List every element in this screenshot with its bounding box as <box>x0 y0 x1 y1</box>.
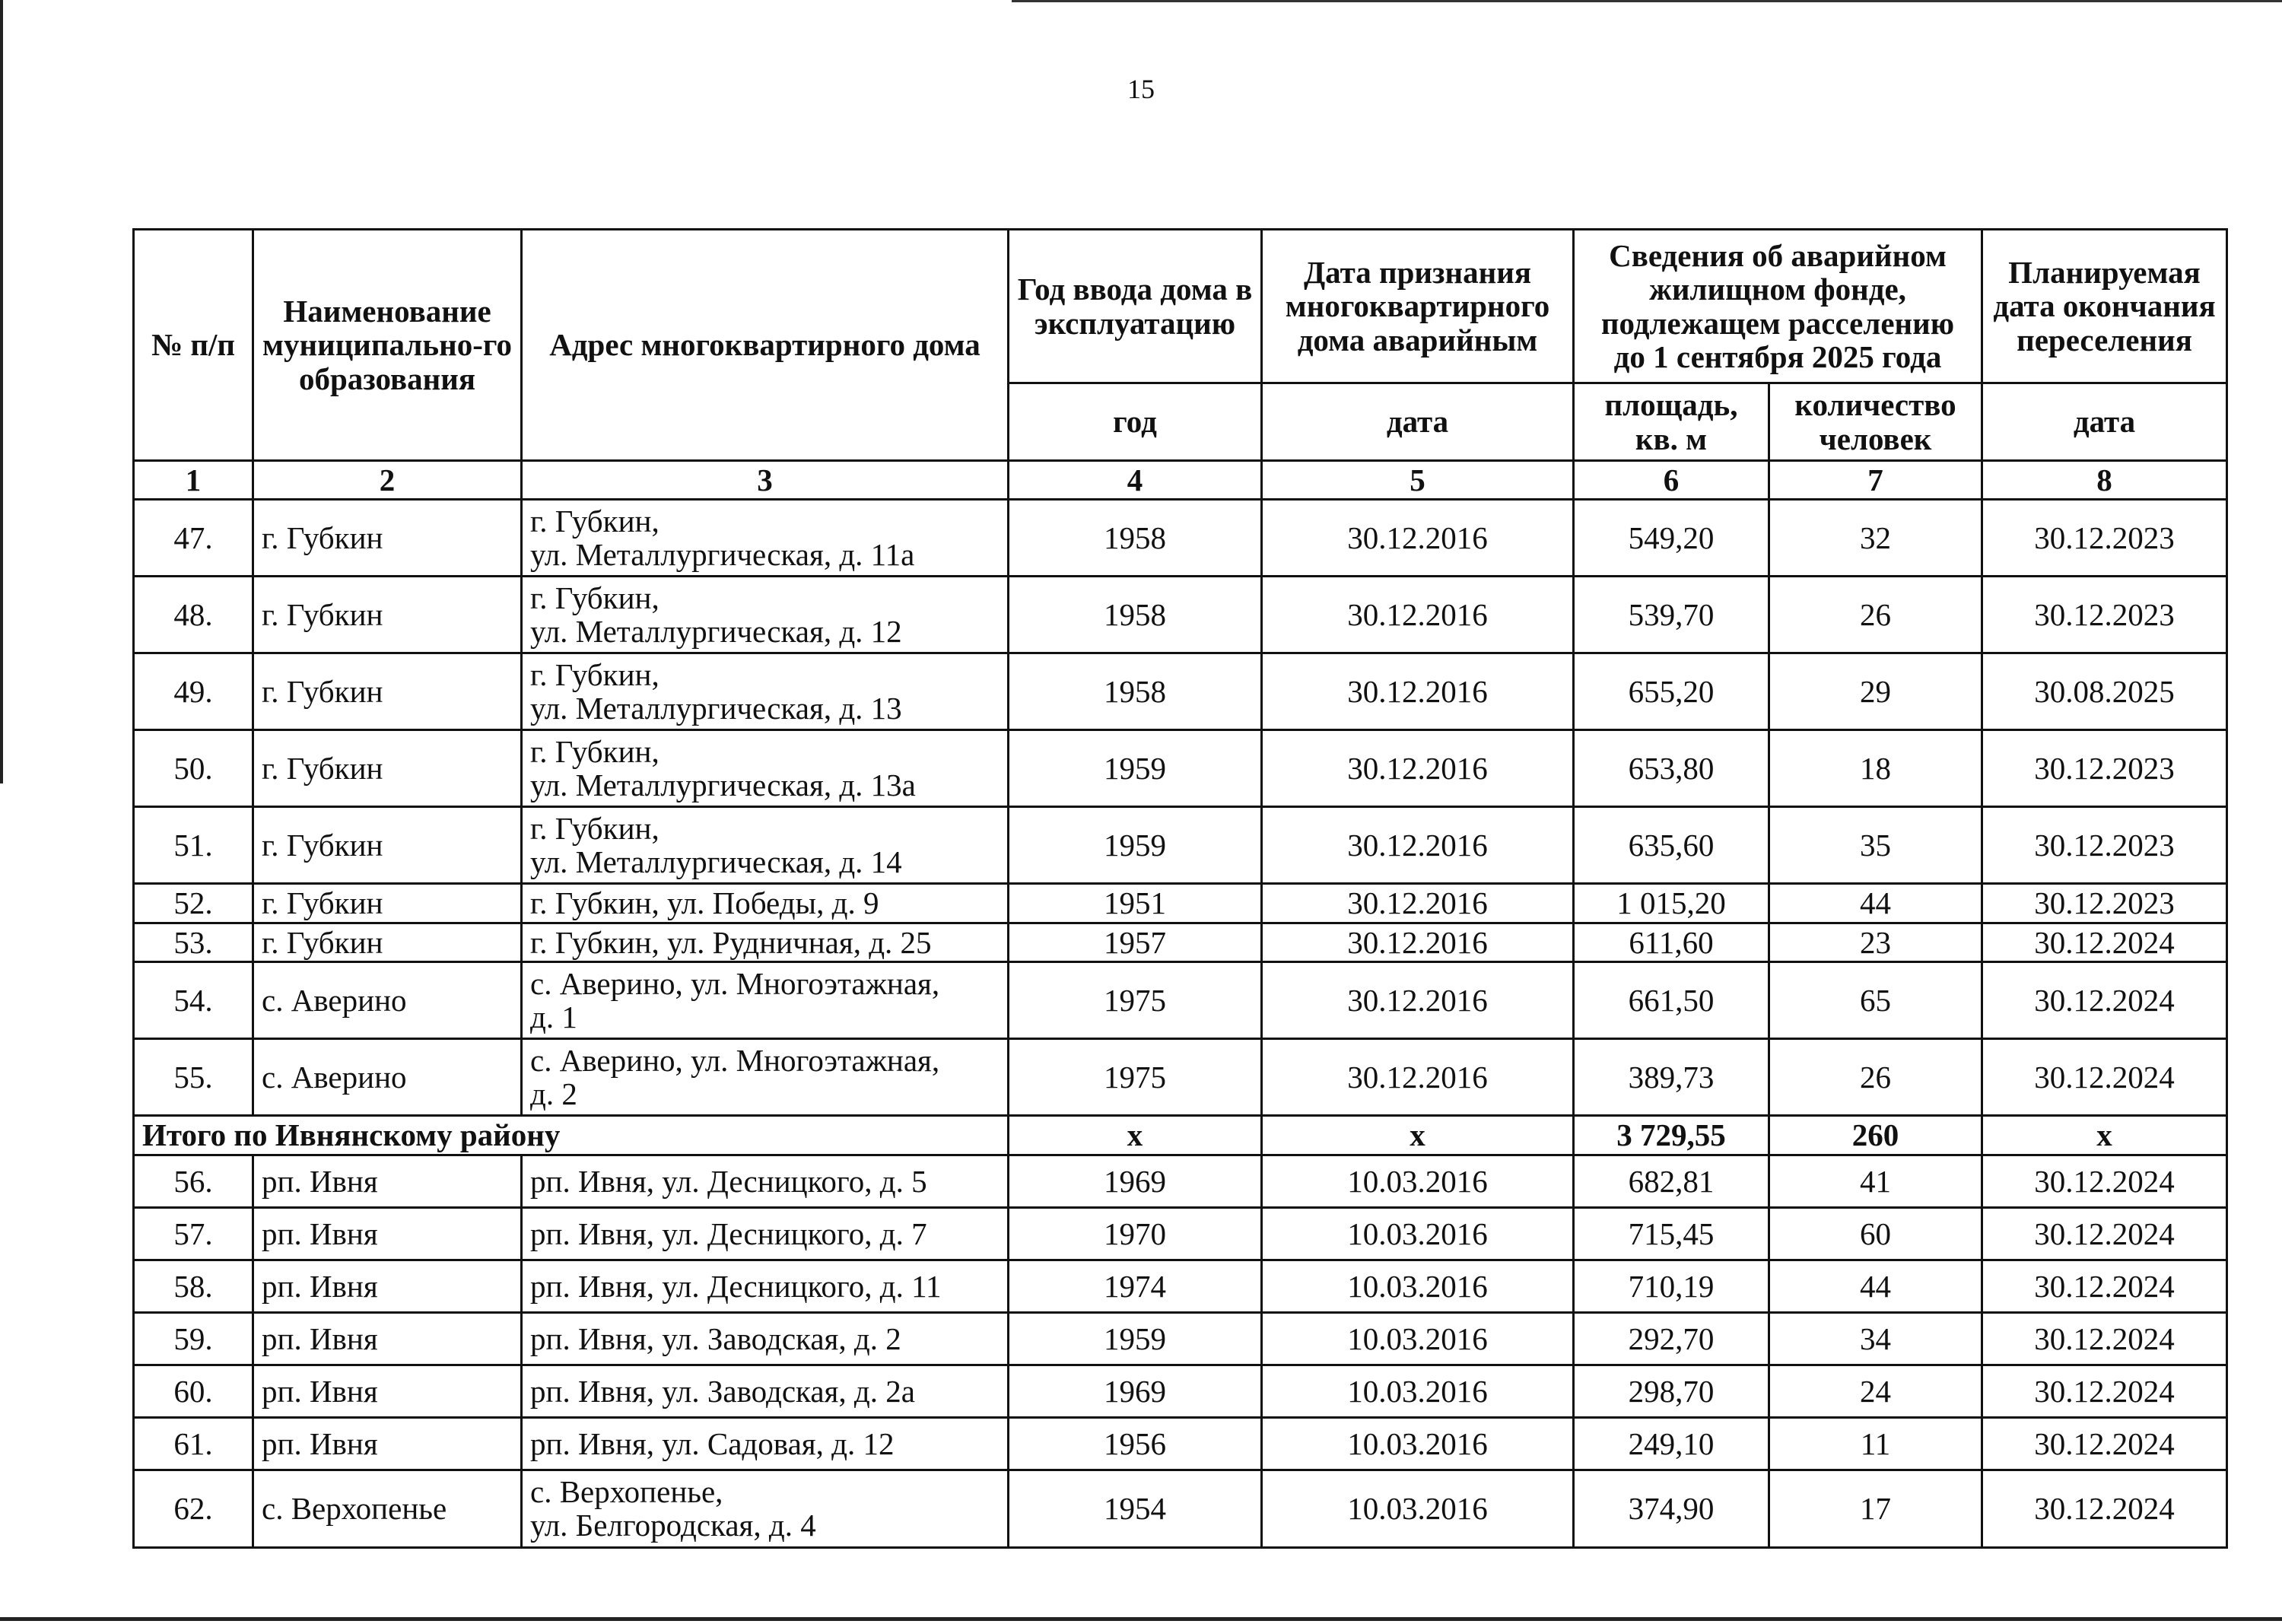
total-row <box>134 1115 2227 1155</box>
cell-planned: 30.12.2023 <box>1982 807 2227 884</box>
header-info-group: Сведения об аварийном жилищном фонде, подлежащем расселению до 1 сентября 2025 года <box>1574 230 1982 383</box>
header-municipality: Наименование муниципально-го образования <box>253 230 522 461</box>
column-number: 3 <box>522 461 1009 500</box>
cell-num: 47. <box>134 500 253 577</box>
cell-date: 30.12.2016 <box>1262 923 1574 961</box>
cell-num: 57. <box>134 1207 253 1260</box>
cell-planned: 30.12.2023 <box>1982 884 2227 923</box>
cell-mun: рп. Ивня <box>253 1207 522 1260</box>
cell-people: 44 <box>1769 1260 1982 1312</box>
cell-date: 30.12.2016 <box>1262 884 1574 923</box>
table-row <box>134 923 2227 961</box>
cell-address <box>522 923 1009 961</box>
subheader-area: площадь, кв. м <box>1574 383 1769 461</box>
column-number: 5 <box>1262 461 1574 500</box>
column-number: 8 <box>1982 461 2227 500</box>
cell-area: 611,60 <box>1574 923 1769 961</box>
table-row <box>134 1155 2227 1207</box>
table-row <box>134 1260 2227 1312</box>
cell-area: 539,70 <box>1574 577 1769 653</box>
cell-date: 10.03.2016 <box>1262 1155 1574 1207</box>
address-line: г. Губкин, <box>530 734 659 769</box>
address-line: ул. Металлургическая, д. 13а <box>530 768 916 803</box>
cell-year: 1969 <box>1009 1365 1262 1417</box>
address-line: ул. Металлургическая, д. 14 <box>530 844 902 880</box>
cell-year: 1951 <box>1009 884 1262 923</box>
cell-mun: рп. Ивня <box>253 1417 522 1470</box>
cell-area: 549,20 <box>1574 500 1769 577</box>
cell-num: 49. <box>134 653 253 730</box>
cell-planned: 30.12.2024 <box>1982 961 2227 1038</box>
table-row <box>134 807 2227 884</box>
cell-num: 61. <box>134 1417 253 1470</box>
column-number: 2 <box>253 461 522 500</box>
cell-year: 1954 <box>1009 1470 1262 1547</box>
cell-date: 30.12.2016 <box>1262 961 1574 1038</box>
address-line: д. 2 <box>530 1076 577 1111</box>
cell-date: 30.12.2016 <box>1262 577 1574 653</box>
table-row <box>134 500 2227 577</box>
cell-area: 710,19 <box>1574 1260 1769 1312</box>
cell-address <box>522 653 1009 730</box>
cell-people: 26 <box>1769 577 1982 653</box>
scan-edge-top <box>1012 0 2282 2</box>
scan-edge-bottom <box>0 1617 2282 1621</box>
cell-people: 23 <box>1769 923 1982 961</box>
cell-date: 10.03.2016 <box>1262 1207 1574 1260</box>
cell-area: 1 015,20 <box>1574 884 1769 923</box>
address-line: ул. Металлургическая, д. 12 <box>530 614 902 650</box>
cell-year: 1969 <box>1009 1155 1262 1207</box>
cell-people: 24 <box>1769 1365 1982 1417</box>
table-row <box>134 653 2227 730</box>
cell-year: 1958 <box>1009 500 1262 577</box>
total-label: Итого по Ивнянскому району <box>134 1115 1009 1155</box>
cell-mun: г. Губкин <box>253 923 522 961</box>
column-number: 6 <box>1574 461 1769 500</box>
cell-mun: с. Верхопенье <box>253 1470 522 1547</box>
cell-planned: 30.12.2024 <box>1982 1470 2227 1547</box>
cell-num: 55. <box>134 1038 253 1115</box>
cell-mun: рп. Ивня <box>253 1260 522 1312</box>
cell-date: 30.12.2016 <box>1262 500 1574 577</box>
cell-area: 715,45 <box>1574 1207 1769 1260</box>
table-row <box>134 730 2227 807</box>
cell-date: 30.12.2016 <box>1262 730 1574 807</box>
cell-mun: г. Губкин <box>253 730 522 807</box>
cell-num: 60. <box>134 1365 253 1417</box>
address-line: ул. Металлургическая, д. 11а <box>530 537 915 573</box>
cell-num: 51. <box>134 807 253 884</box>
page-number: 15 <box>1127 74 1155 104</box>
address-line: рп. Ивня, ул. Заводская, д. 2 <box>530 1320 901 1356</box>
cell-planned: 30.12.2023 <box>1982 500 2227 577</box>
cell-address <box>522 500 1009 577</box>
address-line: ул. Белгородская, д. 4 <box>530 1508 816 1543</box>
cell-planned: 30.12.2023 <box>1982 730 2227 807</box>
cell-address <box>522 577 1009 653</box>
cell-year: 1959 <box>1009 807 1262 884</box>
resettlement-table <box>132 228 2228 1549</box>
cell-address <box>522 1155 1009 1207</box>
address-line: рп. Ивня, ул. Десницкого, д. 7 <box>530 1216 927 1251</box>
cell-year: 1956 <box>1009 1417 1262 1470</box>
cell-area: 655,20 <box>1574 653 1769 730</box>
cell-address <box>522 1417 1009 1470</box>
cell-planned: 30.12.2024 <box>1982 923 2227 961</box>
cell-area: 682,81 <box>1574 1155 1769 1207</box>
cell-address <box>522 961 1009 1038</box>
subheader-people: количество человек <box>1769 383 1982 461</box>
address-line: рп. Ивня, ул. Десницкого, д. 11 <box>530 1268 942 1304</box>
table-row <box>134 884 2227 923</box>
subheader-planned: дата <box>1982 383 2227 461</box>
cell-area: 635,60 <box>1574 807 1769 884</box>
cell-area: 292,70 <box>1574 1312 1769 1365</box>
cell-date: 30.12.2016 <box>1262 1038 1574 1115</box>
cell-mun: рп. Ивня <box>253 1155 522 1207</box>
cell-year: 1957 <box>1009 923 1262 961</box>
table-body <box>134 461 2227 1548</box>
address-line: рп. Ивня, ул. Заводская, д. 2а <box>530 1373 915 1409</box>
cell-planned: 30.12.2024 <box>1982 1365 2227 1417</box>
table-row <box>134 1470 2227 1547</box>
cell-planned: 30.12.2024 <box>1982 1207 2227 1260</box>
cell-planned: 30.12.2024 <box>1982 1155 2227 1207</box>
table-row <box>134 1365 2227 1417</box>
address-line: с. Верхопенье, <box>530 1474 723 1510</box>
subheader-year: год <box>1009 383 1262 461</box>
cell-year: 1975 <box>1009 1038 1262 1115</box>
column-number-row <box>134 461 2227 500</box>
table-row <box>134 1312 2227 1365</box>
cell-people: 11 <box>1769 1417 1982 1470</box>
address-line: ул. Металлургическая, д. 13 <box>530 691 902 726</box>
table-row <box>134 577 2227 653</box>
column-number: 1 <box>134 461 253 500</box>
cell-year: 1959 <box>1009 1312 1262 1365</box>
cell-area: 661,50 <box>1574 961 1769 1038</box>
cell-planned: 30.12.2024 <box>1982 1038 2227 1115</box>
cell-planned: 30.12.2024 <box>1982 1260 2227 1312</box>
cell-num: 53. <box>134 923 253 961</box>
cell-people: 44 <box>1769 884 1982 923</box>
table-row <box>134 1038 2227 1115</box>
cell-num: 54. <box>134 961 253 1038</box>
header-recognition-group: Дата признания многоквартирного дома аварийным <box>1262 230 1574 383</box>
table-row <box>134 961 2227 1038</box>
cell-people: 26 <box>1769 1038 1982 1115</box>
header-row <box>134 230 2227 383</box>
header-year-group: Год ввода дома в эксплуатацию <box>1009 230 1262 383</box>
cell-planned: 30.12.2024 <box>1982 1417 2227 1470</box>
cell-address <box>522 730 1009 807</box>
address-line: г. Губкин, ул. Рудничная, д. 25 <box>530 924 932 960</box>
cell-date: 30.12.2016 <box>1262 653 1574 730</box>
address-line: г. Губкин, <box>530 580 659 615</box>
cell-num: 52. <box>134 884 253 923</box>
total-area: 3 729,55 <box>1574 1115 1769 1155</box>
cell-year: 1958 <box>1009 653 1262 730</box>
cell-date: 10.03.2016 <box>1262 1312 1574 1365</box>
cell-date: 10.03.2016 <box>1262 1365 1574 1417</box>
cell-address <box>522 1038 1009 1115</box>
cell-mun: с. Аверино <box>253 1038 522 1115</box>
address-line: с. Аверино, ул. Многоэтажная, <box>530 1042 940 1078</box>
address-line: рп. Ивня, ул. Десницкого, д. 5 <box>530 1163 927 1199</box>
column-number: 7 <box>1769 461 1982 500</box>
cell-people: 34 <box>1769 1312 1982 1365</box>
cell-mun: рп. Ивня <box>253 1312 522 1365</box>
cell-num: 48. <box>134 577 253 653</box>
subheader-date: дата <box>1262 383 1574 461</box>
cell-people: 41 <box>1769 1155 1982 1207</box>
scan-edge-left <box>0 0 3 783</box>
cell-address <box>522 807 1009 884</box>
cell-area: 389,73 <box>1574 1038 1769 1115</box>
address-line: рп. Ивня, ул. Садовая, д. 12 <box>530 1425 895 1461</box>
cell-mun: г. Губкин <box>253 500 522 577</box>
cell-date: 10.03.2016 <box>1262 1417 1574 1470</box>
cell-planned: 30.12.2023 <box>1982 577 2227 653</box>
cell-people: 65 <box>1769 961 1982 1038</box>
cell-mun: рп. Ивня <box>253 1365 522 1417</box>
cell-date: 10.03.2016 <box>1262 1260 1574 1312</box>
address-line: г. Губкин, <box>530 504 659 539</box>
cell-address <box>522 1470 1009 1547</box>
address-line: г. Губкин, ул. Победы, д. 9 <box>530 885 879 921</box>
cell-mun: с. Аверино <box>253 961 522 1038</box>
cell-num: 50. <box>134 730 253 807</box>
cell-address <box>522 884 1009 923</box>
address-line: д. 1 <box>530 999 577 1034</box>
cell-year: 1970 <box>1009 1207 1262 1260</box>
cell-num: 62. <box>134 1470 253 1547</box>
total-year: х <box>1009 1115 1262 1155</box>
header-address: Адрес многоквартирного дома <box>522 230 1009 461</box>
cell-people: 60 <box>1769 1207 1982 1260</box>
cell-area: 653,80 <box>1574 730 1769 807</box>
cell-area: 374,90 <box>1574 1470 1769 1547</box>
total-date: х <box>1262 1115 1574 1155</box>
cell-address <box>522 1207 1009 1260</box>
header-planned-group: Планируемая дата окончания переселения <box>1982 230 2227 383</box>
cell-num: 59. <box>134 1312 253 1365</box>
cell-address <box>522 1260 1009 1312</box>
cell-planned: 30.08.2025 <box>1982 653 2227 730</box>
table-row <box>134 1207 2227 1260</box>
cell-people: 17 <box>1769 1470 1982 1547</box>
address-line: г. Губкин, <box>530 811 659 846</box>
cell-area: 298,70 <box>1574 1365 1769 1417</box>
cell-address <box>522 1312 1009 1365</box>
cell-people: 35 <box>1769 807 1982 884</box>
cell-address <box>522 1365 1009 1417</box>
cell-num: 58. <box>134 1260 253 1312</box>
cell-mun: г. Губкин <box>253 577 522 653</box>
cell-year: 1958 <box>1009 577 1262 653</box>
cell-planned: 30.12.2024 <box>1982 1312 2227 1365</box>
cell-year: 1974 <box>1009 1260 1262 1312</box>
table-row <box>134 1417 2227 1470</box>
cell-area: 249,10 <box>1574 1417 1769 1470</box>
cell-mun: г. Губкин <box>253 653 522 730</box>
total-planned: х <box>1982 1115 2227 1155</box>
cell-year: 1959 <box>1009 730 1262 807</box>
cell-mun: г. Губкин <box>253 807 522 884</box>
cell-people: 18 <box>1769 730 1982 807</box>
cell-year: 1975 <box>1009 961 1262 1038</box>
header-num: № п/п <box>134 230 253 461</box>
column-number: 4 <box>1009 461 1262 500</box>
cell-date: 30.12.2016 <box>1262 807 1574 884</box>
cell-date: 10.03.2016 <box>1262 1470 1574 1547</box>
cell-mun: г. Губкин <box>253 884 522 923</box>
cell-people: 32 <box>1769 500 1982 577</box>
total-people: 260 <box>1769 1115 1982 1155</box>
cell-num: 56. <box>134 1155 253 1207</box>
address-line: с. Аверино, ул. Многоэтажная, <box>530 965 940 1001</box>
cell-people: 29 <box>1769 653 1982 730</box>
address-line: г. Губкин, <box>530 657 659 692</box>
